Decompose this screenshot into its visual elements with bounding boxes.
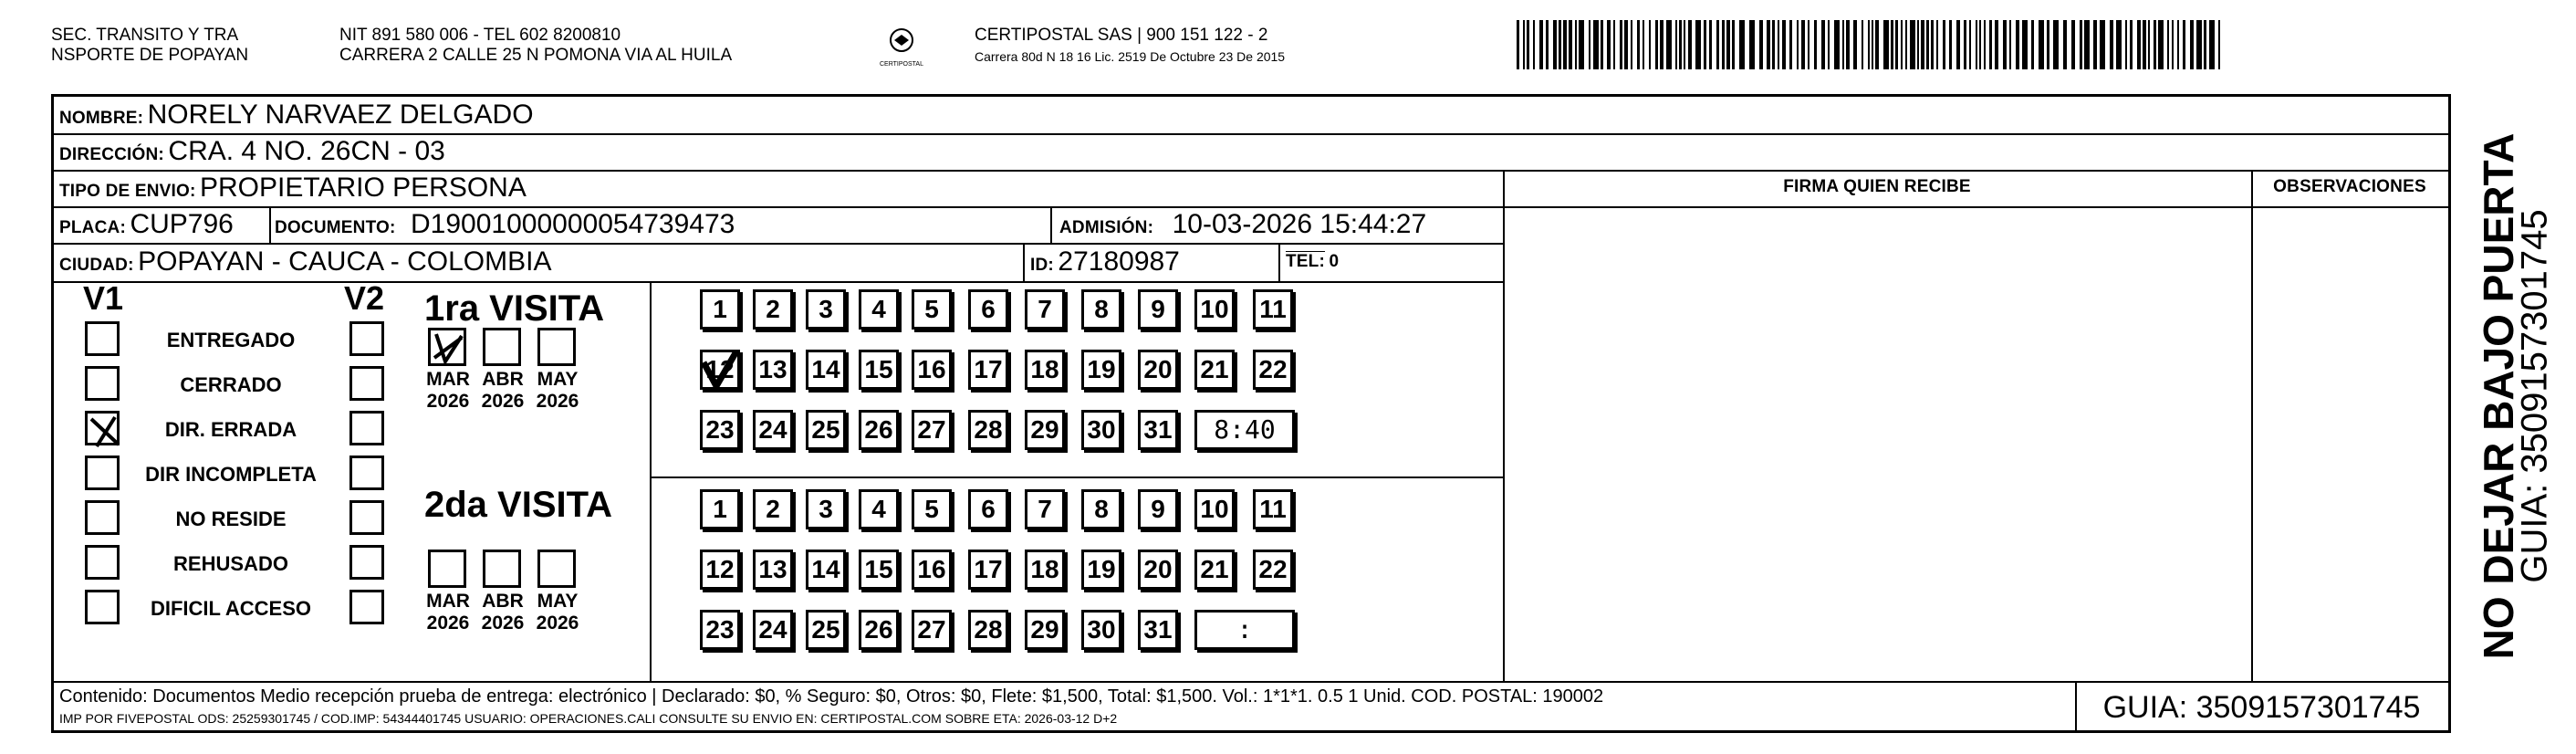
side-guia: GUIA: 3509157301745 [2514, 209, 2555, 583]
month-label [421, 369, 475, 413]
second-visit-title: 2da VISITA [424, 485, 612, 525]
day-box[interactable]: 6 [968, 489, 1008, 529]
direccion-value: CRA. 4 NO. 26CN - 03 [168, 136, 445, 166]
certipostal-logo [874, 26, 929, 68]
day-box[interactable]: 4 [859, 489, 899, 529]
day-box[interactable]: 9 [1138, 489, 1178, 529]
documento-value: D19001000000054739473 [411, 209, 735, 239]
month-name: ABR [482, 369, 524, 390]
v1-checkbox[interactable] [85, 321, 120, 356]
company-info [975, 26, 1285, 65]
address-line: CARRERA 2 CALLE 25 N POMONA VIA AL HUILA [339, 46, 733, 65]
day-box[interactable]: 23 [700, 410, 740, 450]
day-box[interactable]: 16 [912, 350, 952, 390]
day-box[interactable]: 19 [1081, 350, 1121, 390]
ciudad-field [59, 246, 552, 282]
month-checkbox[interactable] [428, 328, 466, 366]
v2-checkbox[interactable] [349, 411, 384, 445]
v2-checkbox[interactable] [349, 366, 384, 401]
day-box[interactable]: 1 [700, 489, 740, 529]
day-box[interactable]: 12 [700, 550, 740, 590]
day-box[interactable]: 26 [859, 610, 899, 650]
nombre-field [59, 99, 534, 135]
firma-header: FIRMA QUIEN RECIBE [1783, 177, 1971, 196]
day-box[interactable]: 27 [912, 410, 952, 450]
day-box[interactable]: 2 [753, 489, 793, 529]
placa-field [59, 209, 234, 245]
v1-checkbox[interactable] [85, 545, 120, 580]
ciudad-value: POPAYAN - CAUCA - COLOMBIA [138, 246, 552, 277]
day-box[interactable]: 7 [1025, 489, 1065, 529]
nombre-value: NORELY NARVAEZ DELGADO [147, 99, 534, 130]
first-visit-title: 1ra VISITA [424, 288, 605, 329]
month-year: 2026 [426, 391, 470, 412]
month-checkbox[interactable] [483, 550, 521, 588]
status-label: DIR. ERRADA [164, 418, 297, 441]
day-box[interactable]: 18 [1025, 350, 1065, 390]
month-label [421, 591, 475, 634]
documento-field [275, 209, 735, 245]
month-name: MAR [426, 591, 470, 612]
day-box[interactable]: 24 [753, 410, 793, 450]
day-box[interactable]: 30 [1081, 610, 1121, 650]
day-box[interactable]: 20 [1138, 350, 1178, 390]
day-box[interactable]: 12 [700, 350, 740, 390]
day-box[interactable]: 6 [968, 289, 1008, 330]
id-value: 27180987 [1058, 246, 1180, 277]
day-box[interactable]: 26 [859, 410, 899, 450]
month-checkbox[interactable] [428, 550, 466, 588]
month-name: MAY [537, 369, 579, 390]
day-box[interactable]: 16 [912, 550, 952, 590]
v1-checkbox[interactable] [85, 500, 120, 535]
observaciones-header: OBSERVACIONES [2273, 177, 2426, 196]
day-box[interactable]: 15 [859, 350, 899, 390]
sender-contact [339, 26, 732, 66]
day-box[interactable]: 7 [1025, 289, 1065, 330]
status-label: NO RESIDE [175, 508, 287, 530]
tipo-envio-label: TIPO DE ENVIO: [59, 182, 196, 201]
day-box[interactable]: 22 [1253, 350, 1293, 390]
month-checkbox[interactable] [483, 328, 521, 366]
sender-line-1: SEC. TRANSITO Y TRA [51, 26, 239, 45]
day-box[interactable]: 22 [1253, 550, 1293, 590]
day-box[interactable]: 8 [1081, 289, 1121, 330]
placa-value: CUP796 [130, 209, 234, 239]
check-mark-icon [431, 330, 465, 365]
tel-label: TEL: [1286, 252, 1326, 271]
time-field[interactable]: 8:40 [1194, 410, 1295, 450]
contenido-line: Contenido: Documentos Medio recepción prueba de entrega: electrónico | Declarado: $0, % Seguro: $0, Otros: $0, Flete: $1,500, Total: $1,500. Vol.: 1*1*1. 0.5 1 Unid. COD. POSTAL: 190002 [59, 686, 1604, 707]
day-box[interactable]: 21 [1194, 550, 1235, 590]
status-label: CERRADO [180, 373, 282, 396]
barcode [1517, 20, 2223, 69]
month-year: 2026 [536, 613, 579, 634]
day-box[interactable]: 8 [1081, 489, 1121, 529]
day-box[interactable]: 29 [1025, 610, 1065, 650]
month-year: 2026 [481, 613, 525, 634]
day-box[interactable]: 28 [968, 410, 1008, 450]
month-year: 2026 [426, 613, 470, 634]
day-box[interactable]: 11 [1253, 289, 1293, 330]
day-box[interactable]: 25 [806, 610, 846, 650]
delivery-form [51, 94, 2451, 733]
guia-box-label: GUIA: 3509157301745 [2102, 690, 2421, 725]
admision-label: ADMISIÓN: [1059, 218, 1154, 237]
month-label [530, 369, 585, 413]
day-box[interactable]: 13 [753, 350, 793, 390]
month-label [475, 369, 530, 413]
month-checkbox[interactable] [537, 550, 576, 588]
day-box[interactable]: 21 [1194, 350, 1235, 390]
v2-checkbox[interactable] [349, 500, 384, 535]
day-box[interactable]: 9 [1138, 289, 1178, 330]
month-year: 2026 [536, 391, 579, 412]
day-box[interactable]: 3 [806, 289, 846, 330]
v1-checkbox[interactable] [85, 590, 120, 624]
day-box[interactable]: 17 [968, 550, 1008, 590]
tipo-envio-field [59, 173, 527, 208]
v1-checkbox[interactable] [85, 366, 120, 401]
direccion-field [59, 136, 445, 172]
day-box[interactable]: 31 [1138, 410, 1178, 450]
status-label: REHUSADO [173, 552, 288, 575]
v2-checkbox[interactable] [349, 590, 384, 624]
day-box[interactable]: 20 [1138, 550, 1178, 590]
month-label [530, 591, 585, 634]
documento-label: DOCUMENTO: [275, 218, 396, 237]
day-box[interactable]: 11 [1253, 489, 1293, 529]
day-box[interactable]: 5 [912, 289, 952, 330]
direccion-label: DIRECCIÓN: [59, 145, 164, 164]
day-box[interactable]: 27 [912, 610, 952, 650]
tipo-envio-value: PROPIETARIO PERSONA [200, 173, 527, 203]
month-year: 2026 [481, 391, 525, 412]
tel-field [1286, 246, 1339, 278]
imp-line: IMP POR FIVEPOSTAL ODS: 25259301745 / COD.IMP: 54344401745 USUARIO: OPERACIONES.CALI CONSULTE SU ENVIO EN: CERTIPOSTAL.COM SOBRE ETA: 2026-03-12 D+2 [59, 711, 1118, 726]
nit-line: NIT 891 580 006 - TEL 602 8200810 [339, 26, 621, 45]
day-box[interactable]: 19 [1081, 550, 1121, 590]
day-box[interactable]: 2 [753, 289, 793, 330]
day-box[interactable]: 1 [700, 289, 740, 330]
tel-value: 0 [1329, 252, 1340, 271]
id-label: ID: [1030, 256, 1054, 275]
check-mark-icon [88, 414, 122, 448]
month-name: MAR [426, 369, 470, 390]
placa-label: PLACA: [59, 218, 126, 237]
v1-checkbox[interactable] [85, 411, 120, 445]
nombre-label: NOMBRE: [59, 109, 144, 128]
month-name: ABR [482, 591, 524, 612]
v2-checkbox[interactable] [349, 321, 384, 356]
admision-field [1059, 209, 1426, 245]
logo-icon [874, 26, 929, 57]
company-line: CERTIPOSTAL SAS | 900 151 122 - 2 [975, 26, 1268, 45]
v1-checkbox[interactable] [85, 456, 120, 490]
day-box[interactable]: 23 [700, 610, 740, 650]
month-label [475, 591, 530, 634]
time-field[interactable]: : [1194, 610, 1295, 650]
ciudad-label: CIUDAD: [59, 256, 134, 275]
day-box[interactable]: 31 [1138, 610, 1178, 650]
day-box[interactable]: 30 [1081, 410, 1121, 450]
day-box[interactable]: 4 [859, 289, 899, 330]
day-box[interactable]: 25 [806, 410, 846, 450]
day-box[interactable]: 29 [1025, 410, 1065, 450]
v2-label: V2 [344, 279, 385, 317]
license-line: Carrera 80d N 18 16 Lic. 2519 De Octubre 23 De 2015 [975, 49, 1286, 64]
status-label: ENTREGADO [166, 329, 296, 351]
month-checkbox[interactable] [537, 328, 576, 366]
v2-checkbox[interactable] [349, 545, 384, 580]
no-dejar-warning: NO DEJAR BAJO PUERTA [2475, 132, 2522, 660]
day-box[interactable]: 24 [753, 610, 793, 650]
v1-label: V1 [83, 279, 124, 317]
day-box[interactable]: 10 [1194, 489, 1235, 529]
day-box[interactable]: 28 [968, 610, 1008, 650]
id-field [1030, 246, 1180, 282]
day-box[interactable]: 13 [753, 550, 793, 590]
day-box[interactable]: 10 [1194, 289, 1235, 330]
sender-name [51, 26, 248, 66]
sender-line-2: NSPORTE DE POPAYAN [51, 46, 249, 65]
admision-value: 10-03-2026 15:44:27 [1172, 209, 1427, 239]
day-box[interactable]: 18 [1025, 550, 1065, 590]
month-name: MAY [537, 591, 579, 612]
v2-checkbox[interactable] [349, 456, 384, 490]
day-box[interactable]: 3 [806, 489, 846, 529]
status-label: DIR INCOMPLETA [145, 463, 317, 486]
day-box[interactable]: 14 [806, 550, 846, 590]
day-box[interactable]: 5 [912, 489, 952, 529]
day-box[interactable]: 17 [968, 350, 1008, 390]
day-box[interactable]: 14 [806, 350, 846, 390]
logo-text: CERTIPOSTAL [880, 61, 923, 68]
check-mark-icon [700, 350, 740, 390]
status-label: DIFICIL ACCESO [150, 597, 311, 620]
day-box[interactable]: 15 [859, 550, 899, 590]
